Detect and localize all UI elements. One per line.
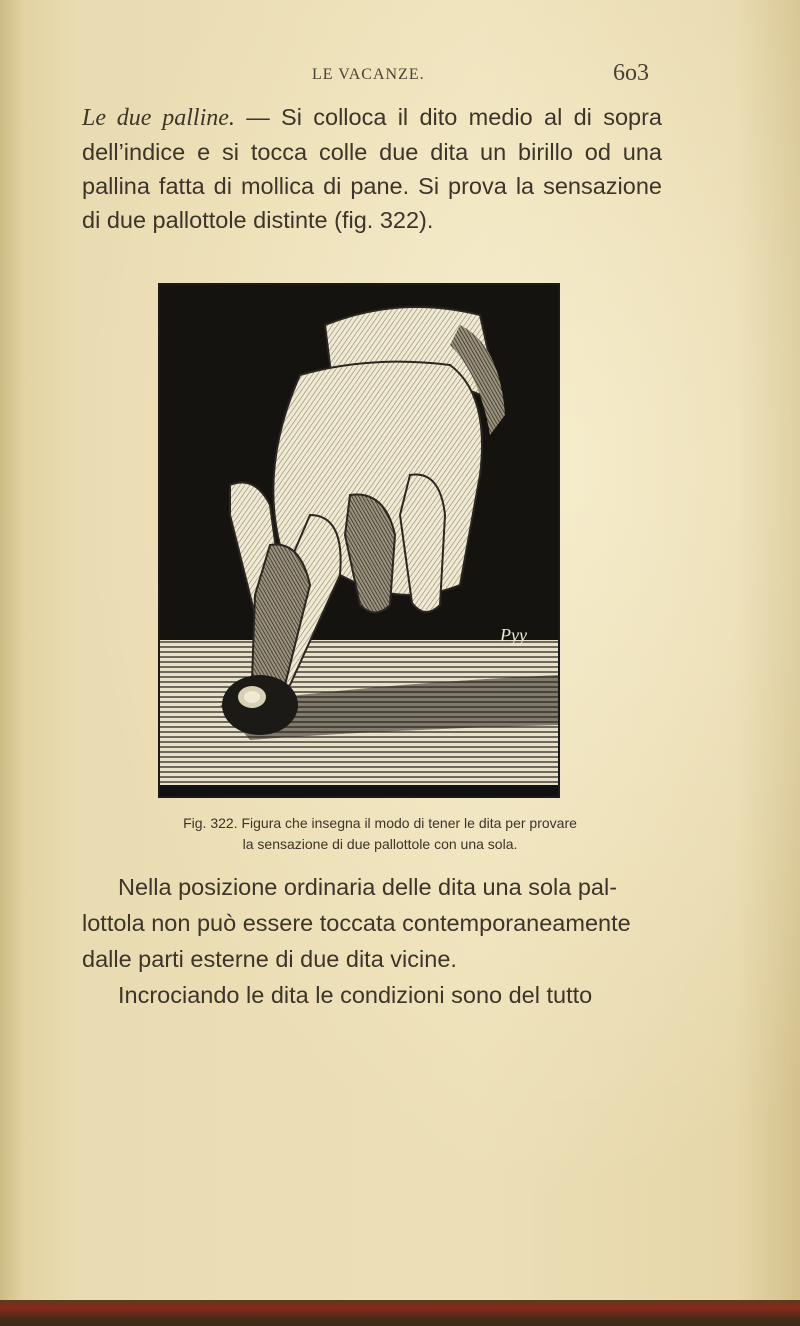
caption-line-1: Fig. 322. Figura che insegna il modo di tener le dita per provare [183,815,577,831]
running-head: LE VACANZE. [312,66,425,83]
caption-line-2: la sensazione di due pallottole con una sola. [242,836,518,852]
hand-engraving [160,285,558,796]
artist-signature: Pyy [500,625,527,645]
figure-illustration [158,283,560,798]
title-dash: — [234,104,282,130]
figure-caption [100,813,660,855]
paragraph-intro-text: Si colloca il dito medio al di sopra dell’indice e si tocca colle due dita un birillo od una pallina fatta di mollica di pane. Si prova la sensazione di due pallottole distinte (fig. 322). [82,104,663,233]
page-header [0,62,800,92]
section-title: Le due palline. [82,105,235,131]
page-number: 6o3 [613,60,649,86]
book-edge [0,1300,800,1326]
paragraph-body [82,869,662,1013]
body-line-1: Nella posizione ordinaria delle dita una sola pal- [118,874,618,900]
body-line-4: Incrociando le dita le condizioni sono del tutto [118,982,593,1008]
body-line-3: dalle parti esterne di due dita vicine. [82,946,457,972]
paragraph-intro [82,100,662,237]
body-line-2: lottola non può essere toccata contemporaneamente [82,910,631,936]
